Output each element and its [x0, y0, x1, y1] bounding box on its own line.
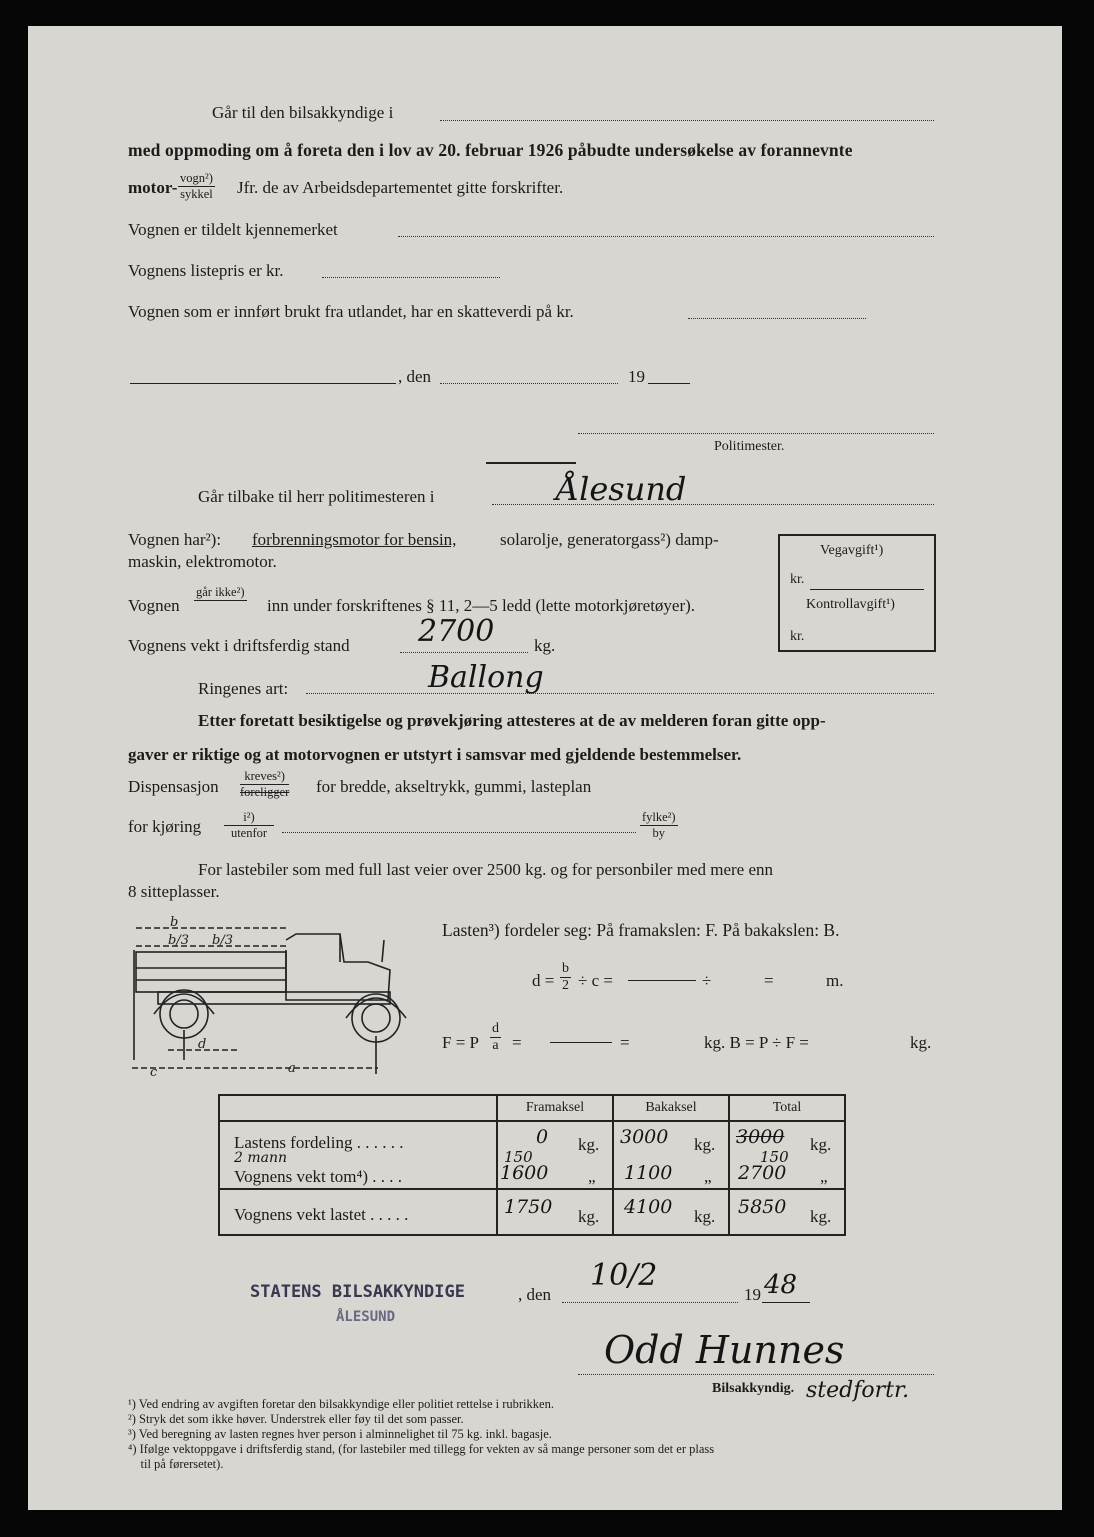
tax-value-field[interactable] [688, 318, 866, 319]
f-formula-fraction: $\frac{d}{a}$ [492, 1021, 499, 1053]
expert-location-field[interactable] [440, 120, 934, 121]
tax-value-label: Vognen som er innført brukt fra utlandet, har en skatteverdi på kr. [128, 302, 574, 321]
control-fee-kr: kr. [790, 629, 805, 644]
diagram-label-a: a [288, 1061, 296, 1076]
road-fee-field[interactable] [810, 589, 924, 590]
attest-line2: gaver er riktige og at motorvognen er utstyrt i samsvar med gjeldende bestemmelser. [128, 745, 742, 764]
stamp-line1: STATENS BILSAKKYNDIGE [250, 1282, 465, 1302]
table-header-total: Total [729, 1095, 845, 1121]
f-formula-field[interactable] [550, 1042, 612, 1043]
engine-label: Vognen har²): [128, 530, 222, 549]
truck-line1: For lastebiler som med full last veier over 2500 kg. og for personbiler med mere enn [198, 860, 774, 879]
diagram-label-b3-left: b/3 [168, 933, 189, 948]
year-label: 19 [628, 367, 645, 386]
engine-type-other: solarolje, generatorgass²) damp- [500, 530, 719, 549]
table-header-rear: Bakaksel [613, 1095, 729, 1121]
total-loaded-cell [729, 1189, 845, 1235]
year-field[interactable] [648, 383, 690, 384]
front-cell [497, 1121, 613, 1189]
row-label-loaded: Vognens vekt lastet . . . . . [234, 1205, 409, 1224]
ditto-mark: „ [588, 1167, 596, 1186]
total-extra: 150 [760, 1148, 789, 1166]
kg-unit: kg. [694, 1207, 716, 1226]
row-label-empty-weight: Vognens vekt tom⁴) . . . . [234, 1167, 403, 1186]
driving-fraction: i²) utenfor [224, 811, 274, 839]
f-formula-unit: kg. [910, 1033, 932, 1052]
sig-year-prefix: 19 [744, 1285, 761, 1304]
dispensation-fraction: kreves²) foreligger [240, 769, 290, 799]
f-formula-eq2: = [620, 1033, 630, 1052]
ditto-mark: „ [704, 1167, 712, 1186]
plate-field[interactable] [398, 236, 934, 237]
police-signature-field[interactable] [578, 433, 934, 434]
expert-title: Bilsakkyndig. [712, 1381, 795, 1396]
dispensation-text: for bredde, akseltrykk, gummi, lasteplan [316, 777, 592, 796]
row-label-loaded-cell [219, 1189, 497, 1235]
row-labels-cell [219, 1121, 497, 1189]
handwritten-weight: 2700 [418, 614, 495, 649]
kg-unit: kg. [810, 1207, 832, 1226]
total-empty: 2700 [738, 1162, 787, 1184]
driving-label: for kjøring [128, 817, 202, 836]
table-header-empty [219, 1095, 497, 1121]
light-vehicle-text: inn under forskriftenes § 11, 2—5 ledd (lette motorkjøretøyer). [267, 596, 696, 615]
ditto-mark: „ [820, 1167, 828, 1186]
f-formula-b: kg. B = P ÷ F = [704, 1033, 809, 1052]
row-label-distribution: Lastens fordeling . . . . . . [234, 1133, 404, 1152]
table-row [219, 1121, 845, 1189]
weight-field[interactable] [400, 652, 528, 653]
engine-type-selected: forbrenningsmotor for bensin, [252, 530, 457, 549]
handwritten-year: 48 [764, 1270, 798, 1300]
stamp-line2: ÅLESUND [336, 1309, 396, 1325]
truck-line2: 8 sitteplasser. [128, 882, 220, 901]
sig-den-label: , den [518, 1285, 552, 1304]
front-load: 0 [536, 1126, 549, 1148]
handwritten-extra: 2 mann [234, 1150, 288, 1166]
front-loaded-cell [497, 1189, 613, 1235]
d-formula-field-1[interactable] [628, 980, 696, 981]
truck-diagram [128, 910, 410, 1082]
fee-box [778, 534, 936, 652]
total-loaded: 5850 [738, 1196, 787, 1218]
attest-line1: Etter foretatt besiktigelse og prøvekjøring attesteres at de av melderen foran gitte opp- [198, 711, 826, 730]
send-to-label: Går til den bilsakkyndige i [212, 103, 394, 122]
road-fee-label: Vegavgift¹) [820, 543, 884, 558]
rings-label: Ringenes art: [198, 679, 289, 698]
d-formula-lhs: d = [532, 971, 555, 990]
rear-loaded-cell [613, 1189, 729, 1235]
rear-loaded: 4100 [624, 1196, 673, 1218]
footnote-1: ¹) Ved endring av avgiften foretar den bilsakkyndige eller politiet rettelse i rubrikken. [128, 1397, 554, 1411]
handwritten-signature: Odd Hunnes [604, 1328, 845, 1372]
sig-date-field[interactable] [562, 1302, 738, 1303]
total-cell [729, 1121, 845, 1189]
table-row [219, 1189, 845, 1235]
police-title: Politimester. [714, 439, 785, 454]
footnote-4: ⁴) Ifølge vektoppgave i driftsferdig stand, (for lastebiler med tillegg for vekten av så mange personer som det er plass [128, 1442, 715, 1456]
rear-cell [613, 1121, 729, 1189]
county-fraction: fylke²) by [642, 810, 676, 840]
vehicle-type-fraction: vogn²) sykkel [180, 171, 213, 201]
table-header-front: Framaksel [497, 1095, 613, 1121]
diagram-label-b: b [170, 915, 179, 930]
request-text: med oppmoding om å foreta den i lov av 20. februar 1926 påbudte undersøkelse av forannevnte [128, 140, 853, 160]
handwritten-deputy: stedfortr. [806, 1378, 910, 1403]
front-extra: 150 [504, 1148, 533, 1166]
place-field[interactable] [130, 383, 396, 384]
return-label: Går tilbake til herr politimesteren i [198, 487, 435, 506]
footnote-3: ³) Ved beregning av lasten regnes hver person i alminnelighet til 75 kg. inkl. bagasje. [128, 1427, 552, 1441]
rear-empty: 1100 [624, 1162, 673, 1184]
expert-signature-field[interactable] [578, 1374, 934, 1375]
regulations-text: Jfr. de av Arbeidsdepartementet gitte forskrifter. [237, 178, 564, 197]
motor-prefix: motor- [128, 178, 178, 197]
date-field[interactable] [440, 383, 618, 384]
weight-unit: kg. [534, 636, 556, 655]
d-formula-fraction: $\frac{b}{2}$ [562, 961, 569, 993]
rings-field[interactable] [306, 693, 934, 694]
rear-load: 3000 [620, 1126, 669, 1148]
light-vehicle-label: Vognen [128, 596, 180, 615]
kg-unit: kg. [810, 1135, 832, 1154]
footnote-4-cont: til på førersetet). [128, 1457, 224, 1471]
d-formula-div: ÷ [702, 971, 712, 990]
dispensation-label: Dispensasjon [128, 777, 219, 796]
road-fee-kr: kr. [790, 572, 805, 587]
d-formula-unit: m. [826, 971, 844, 990]
diagram-label-d: d [198, 1037, 207, 1052]
d-formula-eq: = [764, 971, 774, 990]
footnote-2: ²) Stryk det som ikke høver. Understrek eller føy til det som passer. [128, 1412, 464, 1426]
handwritten-city: Ålesund [556, 470, 687, 508]
load-table [218, 1094, 846, 1236]
front-loaded: 1750 [504, 1196, 553, 1218]
handwritten-rings: Ballong [428, 660, 544, 695]
control-fee-label: Kontrollavgift¹) [806, 597, 895, 612]
sig-year-field[interactable] [762, 1302, 810, 1303]
load-distribution-text: Lasten³) fordeler seg: På framakslen: F. På bakakslen: B. [442, 920, 840, 940]
front-empty: 1600 [500, 1162, 549, 1184]
date-den-label: , den [398, 367, 432, 386]
light-vehicle-fraction: går ikke²) [196, 585, 245, 599]
d-formula-minus: ÷ c = [578, 971, 613, 990]
weight-label: Vognens vekt i driftsferdig stand [128, 636, 350, 655]
diagram-label-b3-right: b/3 [212, 933, 233, 948]
f-formula-lhs: F = P [442, 1033, 479, 1052]
engine-type-line2: maskin, elektromotor. [128, 552, 277, 571]
list-price-field[interactable] [322, 277, 500, 278]
plate-label: Vognen er tildelt kjennemerket [128, 220, 338, 239]
kg-unit: kg. [694, 1135, 716, 1154]
diagram-label-c: c [150, 1065, 158, 1080]
driving-area-field[interactable] [282, 832, 636, 833]
f-formula-eq1: = [512, 1033, 522, 1052]
divider [486, 462, 576, 464]
list-price-label: Vognens listepris er kr. [128, 261, 284, 280]
handwritten-date: 10/2 [590, 1258, 658, 1293]
kg-unit: kg. [578, 1135, 600, 1154]
kg-unit: kg. [578, 1207, 600, 1226]
total-load: 3000 [736, 1126, 785, 1148]
